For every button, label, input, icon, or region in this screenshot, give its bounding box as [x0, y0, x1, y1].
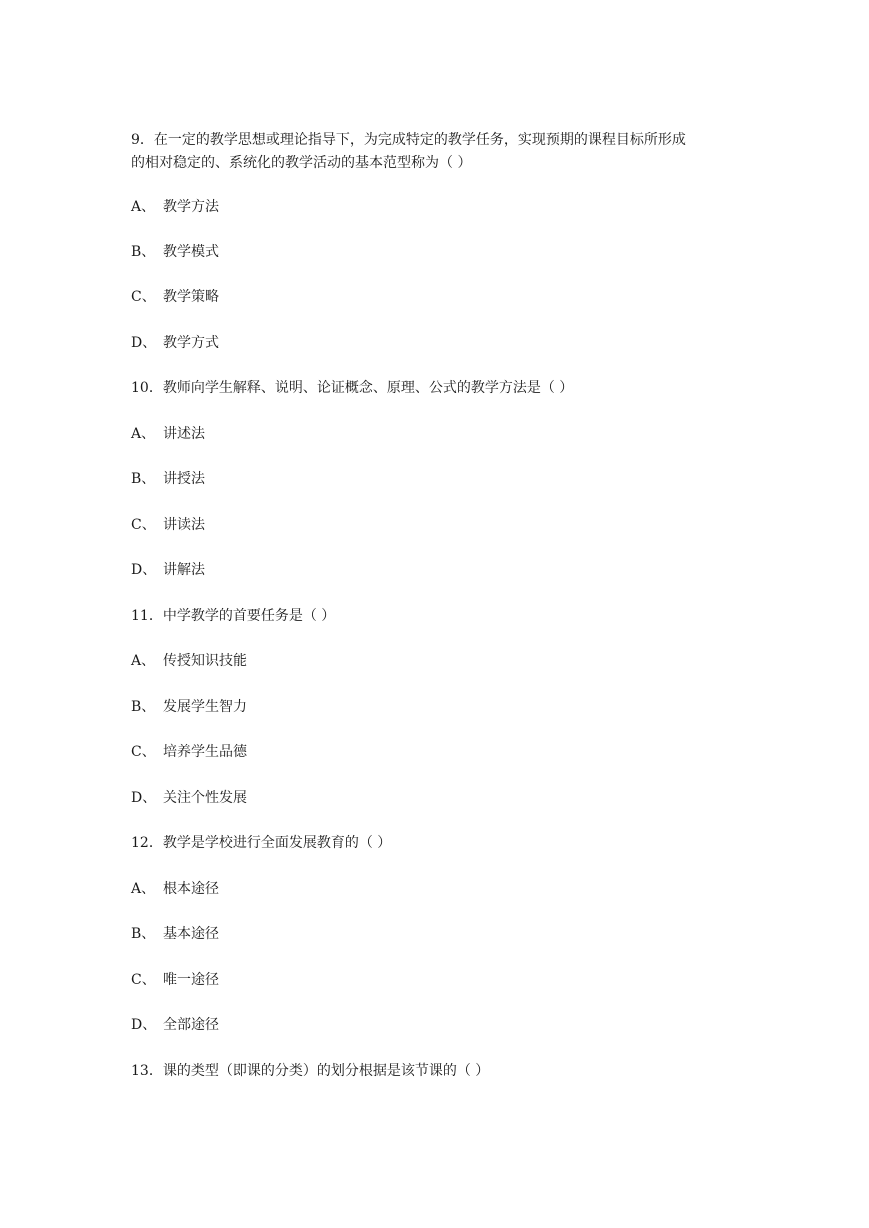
option-letter: C、: [131, 972, 156, 988]
option-text: 讲述法: [163, 426, 205, 442]
option-letter: D、: [131, 1017, 157, 1033]
option-letter: A、: [131, 426, 156, 442]
option-text: 讲读法: [163, 517, 205, 533]
option-letter: C、: [131, 744, 156, 760]
question-9-option-c: [131, 287, 219, 307]
question-9-option-b: [131, 242, 219, 262]
option-text: 基本途径: [163, 926, 219, 942]
option-letter: A、: [131, 653, 156, 669]
option-letter: B、: [131, 244, 156, 260]
option-letter: B、: [131, 926, 156, 942]
option-text: 讲授法: [163, 471, 205, 487]
option-text: 培养学生品德: [163, 744, 247, 760]
question-10-option-d: [131, 560, 205, 580]
question-9-stem-line-1: 9．在一定的教学思想或理论指导下，为完成特定的教学任务，实现预期的课程目标所形成: [131, 132, 686, 148]
option-letter: D、: [131, 335, 157, 351]
option-text: 关注个性发展: [163, 790, 247, 806]
question-9-option-a: [131, 197, 219, 217]
question-11-stem: 11．中学教学的首要任务是（ ）: [131, 608, 336, 624]
option-text: 根本途径: [163, 881, 219, 897]
question-11-option-a: [131, 651, 247, 671]
question-9-option-d: [131, 333, 219, 353]
option-letter: C、: [131, 517, 156, 533]
question-12-option-c: [131, 970, 219, 990]
option-letter: A、: [131, 881, 156, 897]
option-text: 传授知识技能: [163, 653, 247, 669]
option-text: 教学方式: [163, 335, 219, 351]
option-letter: C、: [131, 289, 156, 305]
option-letter: D、: [131, 790, 157, 806]
question-11-option-b: [131, 697, 247, 717]
option-text: 教学策略: [163, 289, 219, 305]
question-10-option-b: [131, 469, 205, 489]
option-text: 全部途径: [163, 1017, 219, 1033]
option-letter: D、: [131, 562, 157, 578]
question-12-option-b: [131, 924, 219, 944]
question-11-option-c: [131, 742, 247, 762]
question-10-stem: 10．教师向学生解释、说明、论证概念、原理、公式的教学方法是（ ）: [131, 380, 574, 396]
option-text: 讲解法: [163, 562, 205, 578]
question-9-stem-line-2: 的相对稳定的、系统化的教学活动的基本范型称为（ ）: [131, 155, 472, 171]
question-10-option-c: [131, 515, 205, 535]
option-text: 发展学生智力: [163, 699, 247, 715]
question-11-option-d: [131, 788, 247, 808]
question-10-option-a: [131, 424, 205, 444]
question-12-stem: 12．教学是学校进行全面发展教育的（ ）: [131, 835, 392, 851]
question-12-option-a: [131, 879, 219, 899]
option-text: 教学模式: [163, 244, 219, 260]
question-12-option-d: [131, 1015, 219, 1035]
option-letter: B、: [131, 699, 156, 715]
option-letter: A、: [131, 199, 156, 215]
option-text: 教学方法: [163, 199, 219, 215]
question-13-stem: 13．课的类型（即课的分类）的划分根据是该节课的（ ）: [131, 1063, 490, 1079]
option-letter: B、: [131, 471, 156, 487]
option-text: 唯一途径: [163, 972, 219, 988]
